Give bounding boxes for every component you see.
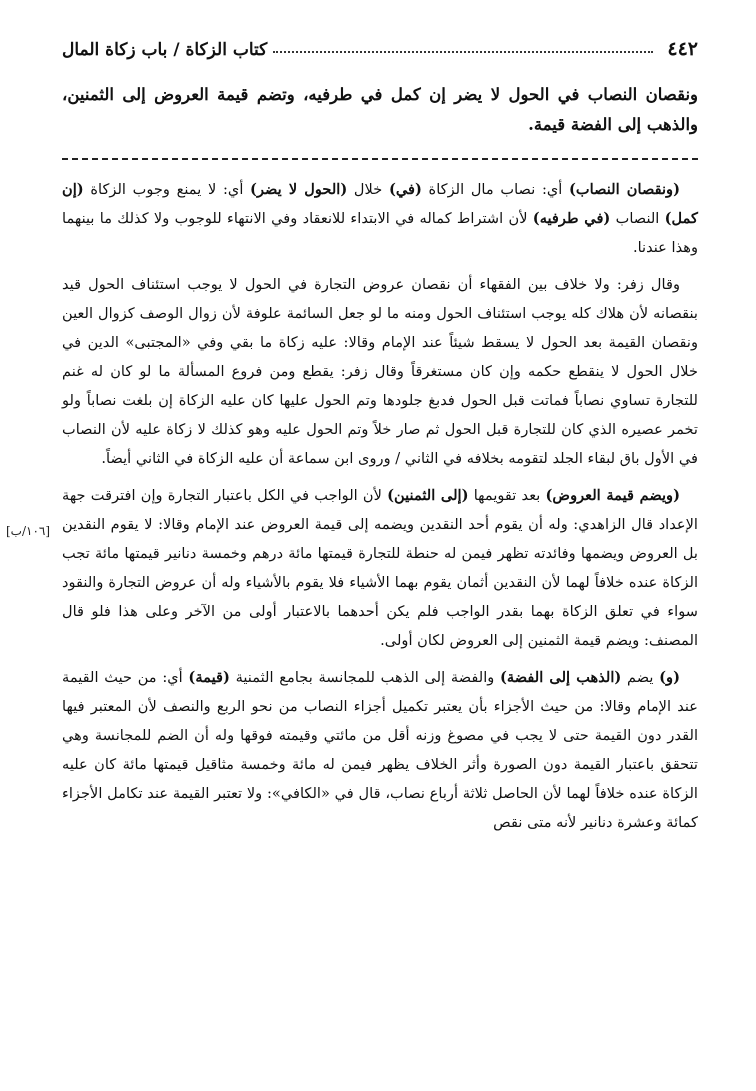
commentary-text: لأن اشتراط كماله في الابتداء للانعقاد وفي الانتهاء للوجوب ولا كذلك ما بينهما وهذا عندنا. bbox=[62, 210, 698, 256]
commentary-paragraph-2: وقال زفر: ولا خلاف بين الفقهاء أن نقصان عروض التجارة في الحول لا يوجب استئناف الحول قيد بنقصانه لأن هلاك كله يوجب استئناف الحول ومنه ما لو جعل السائمة علوفة لأن زوال الوصف كزوال العين ونقصان القيمة بعد الحول لا يسقط شيئاً عند الإمام وقالا: عليه زكاة ما بقي وفي «المجتبى» الدين في خلال الحول لا ينقطع حكمه وإن كان مستغرقاً وقال زفر: يقطع ومن فروع المسألة ما لو كان له غنم للتجارة تساوي نصاباً فماتت قبل الحول فدبغ جلودها وتم الحول عليها كان عليه الزكاة إن بلغت نصاباً ولو تخمر عصيره الذي كان للتجارة قبل الحول ثم صار خلاً وتم الحول عليه وهو كذلك لا زكاة عليه لأن النصاب في الأول باق لبقاء الجلد لتقومه بخلافه في الثاني / وروى ابن سماعة أن عليه الزكاة في الثاني أيضاً. bbox=[62, 276, 699, 467]
commentary-text: لأن الواجب في الكل باعتبار التجارة وإن افترقت جهة الإعداد قال الزاهدي: وله أن يقوم أحد النقدين ويضمه إلى قيمة العروض عند الإمام وقالا: لا يقوم النقدين بل العروض ويضمها وفائدته تظهر فيمن له حنطة للتجارة قيمتها مائة درهم وخمسة دنانير قيمتها مائة تجب الزكاة عنده خلافاً لهما لأن النقدين أثمان يقوم بهما الأشياء فلا يقوم بالأشياء وله أن عروض التجارة والنقود سواء في تعلق الزكاة بهما بقدر الواجب فلم يكن أحدهما بالاعتبار أولى من الآخر وعلى هذا فلو قال المصنف: ويضم قيمة الثمنين إلى العروض لكان أولى. bbox=[62, 487, 698, 649]
bold-matn-quote: (قيمة) bbox=[188, 669, 230, 686]
commentary-text: النصاب bbox=[610, 210, 665, 227]
commentary bbox=[62, 175, 698, 845]
commentary-text: أي: نصاب مال الزكاة bbox=[421, 181, 570, 198]
commentary-text: بعد تقويمها bbox=[468, 487, 546, 504]
bold-matn-quote: (و) bbox=[659, 669, 680, 686]
bold-matn-quote: (في) bbox=[388, 181, 422, 198]
bold-matn-quote: (الذهب إلى الفضة) bbox=[500, 669, 622, 686]
running-header bbox=[62, 30, 698, 60]
commentary-paragraph-1 bbox=[62, 175, 698, 262]
commentary-text: يضم bbox=[621, 669, 660, 686]
commentary-text: أي: من حيث القيمة عند الإمام وقالا: من حيث الأجزاء بأن يعتبر تكميل أجزاء النصاب من نحو الربع والنصف لأن المعتبر فيها القدر دون القيمة حتى لا يجب في مصوغ وزنه أقل من مائتي وقيمته فوقها وله أن الضم للمجانسة وهي تتحقق باعتبار القيمة دون الصورة وأثر الخلاف يظهر فيمن له مائة وخمسة مثاقيل قيمتها مائة كان عليه الزكاة عنده خلافاً لهما لأن الحاصل ثلاثة أرباع نصاب، قال في «الكافي»: ولا تعتبر القيمة عند تكامل الأجزاء كمائة وعشرة دنانير لأنه متى نقص bbox=[62, 669, 698, 831]
bold-matn-quote: (ويضم قيمة العروض) bbox=[545, 487, 680, 504]
header-dotted-leader bbox=[273, 51, 653, 53]
running-title: كتاب الزكاة / باب زكاة المال bbox=[62, 40, 268, 60]
commentary-text: والفضة إلى الذهب للمجانسة بجامع الثمنية bbox=[229, 669, 500, 686]
bold-matn-quote: (الحول لا يضر) bbox=[250, 181, 348, 198]
page-number: ٤٤٢ bbox=[667, 38, 698, 60]
manuscript-folio-marker: [١٠٦/ب] bbox=[6, 524, 51, 538]
commentary-paragraph-3 bbox=[62, 481, 698, 655]
bold-matn-quote: (ونقصان النصاب) bbox=[569, 181, 680, 198]
commentary-text: خلال bbox=[347, 181, 389, 198]
bold-matn-quote: (في طرفيه) bbox=[532, 210, 611, 227]
bold-matn-quote: (إلى الثمنين) bbox=[387, 487, 469, 504]
bold-matn-quote: (إن كمل) bbox=[62, 181, 698, 227]
main-text: ونقصان النصاب في الحول لا يضر إن كمل في طرفيه، وتضم قيمة العروض إلى الثمنين، والذهب إلى الفضة قيمة. bbox=[62, 85, 698, 134]
commentary-text: أي: لا يمنع وجوب الزكاة bbox=[83, 181, 251, 198]
commentary-paragraph-4 bbox=[62, 663, 698, 837]
dashed-divider bbox=[62, 158, 698, 160]
